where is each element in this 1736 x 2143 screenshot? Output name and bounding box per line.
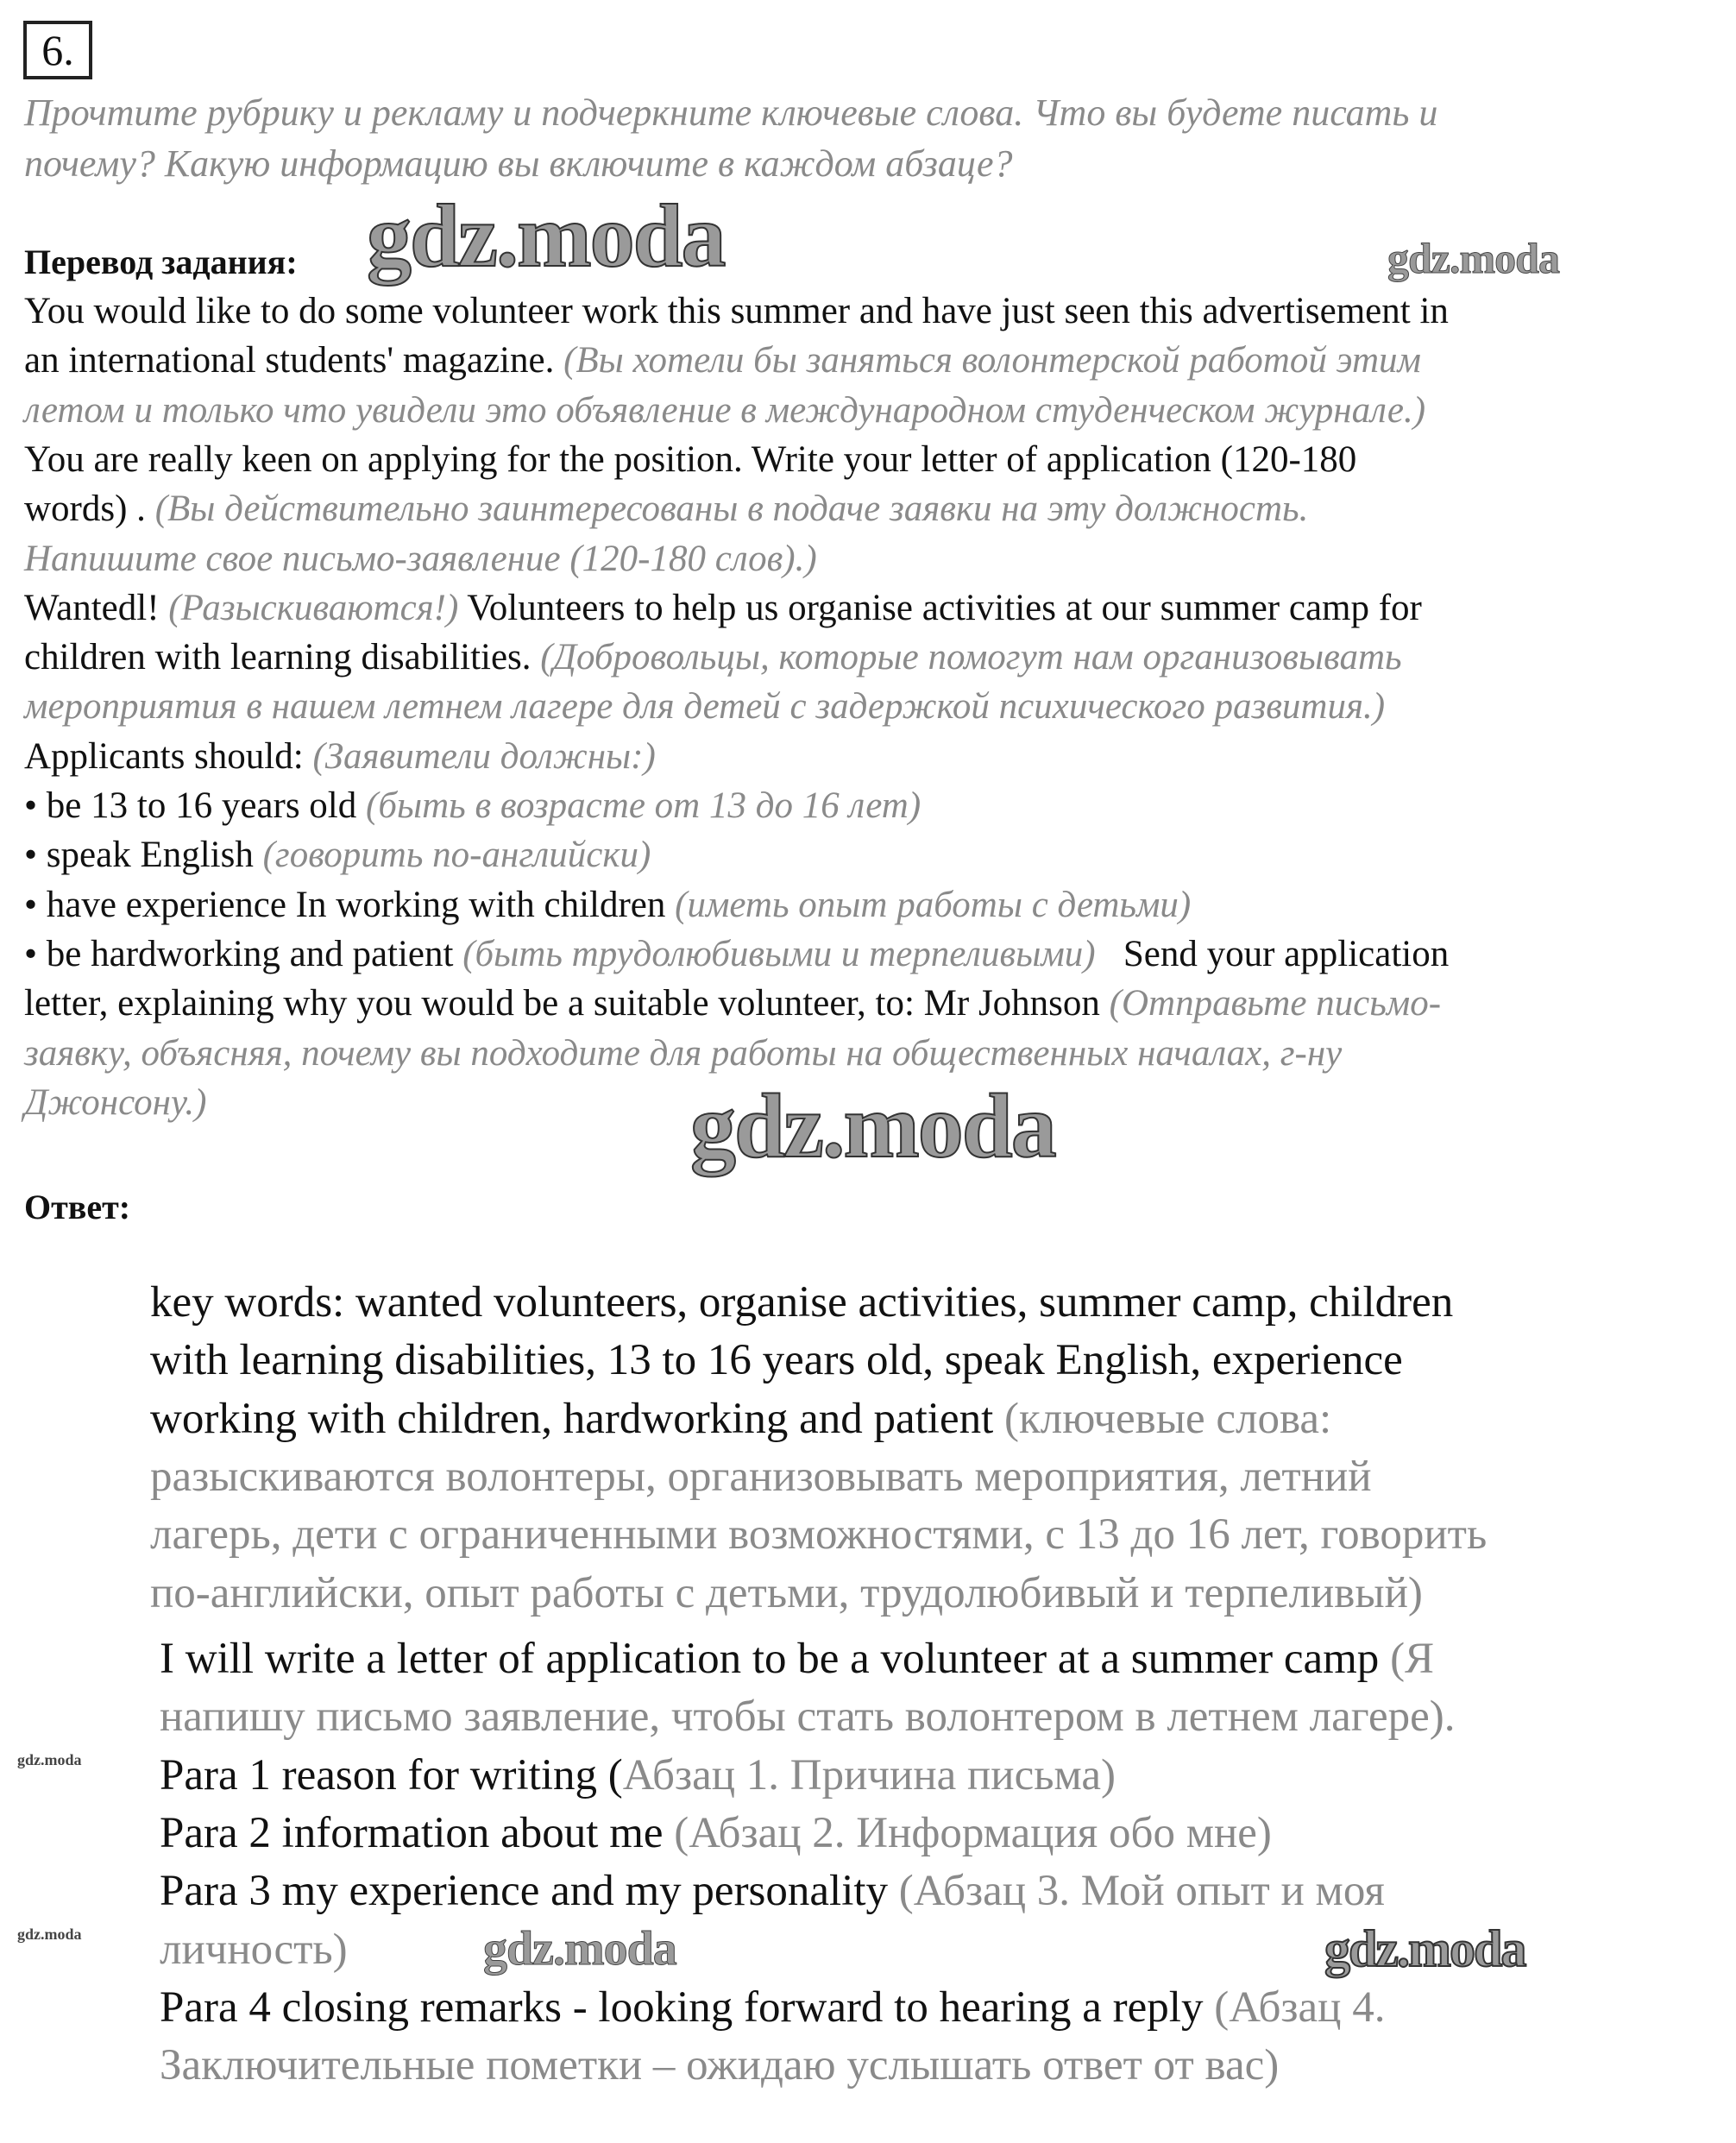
russian-translation-text: личность) xyxy=(160,1925,348,1974)
answer-line xyxy=(160,1747,1116,1805)
translation-line xyxy=(24,1078,206,1128)
answer-line xyxy=(160,2037,1279,2095)
english-text: • have experience In working with children xyxy=(24,884,676,925)
answer-line xyxy=(150,1274,1453,1332)
translation-line xyxy=(24,682,1385,732)
russian-translation-text: (быть трудолюбивыми и терпеливыми) xyxy=(462,933,1096,974)
russian-translation-text: летом и только что увидели это объявление в международном студенческом журнале.) xyxy=(24,389,1426,431)
watermark: gdz.moda xyxy=(17,1751,82,1768)
english-text: children with learning disabilities. xyxy=(24,637,541,678)
answer-line xyxy=(150,1506,1487,1564)
task-number: 6. xyxy=(23,21,92,79)
english-text: • speak English xyxy=(24,835,263,876)
watermark: gdz.moda xyxy=(367,186,725,286)
english-text: • be 13 to 16 years old xyxy=(24,785,367,826)
russian-translation-text: (Абзац 4. xyxy=(1214,1982,1386,2032)
english-text: words) . xyxy=(24,488,155,530)
instruction-line: почему? Какую информацию вы включите в каждом абзаце? xyxy=(24,142,1013,185)
translation-line xyxy=(24,435,1356,485)
russian-translation-text: Заключительные пометки – ожидаю услышать ответ от вас) xyxy=(160,2041,1280,2090)
english-text: I will write a letter of application to be a volunteer at a summer camp xyxy=(160,1635,1391,1683)
russian-translation-text: (быть в возрасте от 13 до 16 лет) xyxy=(366,785,921,826)
watermark: gdz.moda xyxy=(17,1926,82,1943)
translation-line xyxy=(24,386,1425,436)
russian-translation-text: (Я xyxy=(1390,1635,1435,1683)
russian-translation-text: (Добровольцы, которые помогут нам организовывать xyxy=(540,637,1402,678)
russian-translation-text: по-английски, опыт работы с детьми, трудолюбивый и терпеливый) xyxy=(150,1568,1423,1617)
watermark: gdz.moda xyxy=(483,1922,676,1976)
russian-translation-text: Джонсону.) xyxy=(24,1081,207,1123)
translation-line xyxy=(24,633,1402,683)
answer-line xyxy=(160,1688,1456,1746)
english-text: letter, explaining why you would be a suitable volunteer, to: Mr Johnson xyxy=(24,983,1110,1024)
answer-line xyxy=(160,1630,1434,1688)
russian-translation-text: напишу письмо заявление, чтобы стать волонтером в летнем лагере). xyxy=(160,1692,1456,1742)
english-text: Applicants should: xyxy=(24,735,313,777)
english-text: Volunteers to help us organise activities at our summer camp for xyxy=(458,587,1422,628)
translation-line xyxy=(24,930,1449,980)
russian-translation-text: Напишите свое письмо-заявление (120-180 слов).) xyxy=(24,538,817,579)
english-text: key words: wanted volunteers, organise activities, summer camp, children xyxy=(150,1278,1454,1327)
answer-line xyxy=(150,1565,1423,1623)
english-text: Para 3 my experience and my personality xyxy=(160,1867,899,1916)
russian-translation-text: (ключевые слова: xyxy=(1004,1394,1332,1443)
translation-line xyxy=(24,979,1441,1029)
english-text: You are really keen on applying for the position. Write your letter of application (120-180 xyxy=(24,438,1357,480)
watermark: gdz.moda xyxy=(1324,1920,1525,1977)
translation-line xyxy=(24,732,656,782)
english-text: with learning disabilities, 13 to 16 years old, speak English, experience xyxy=(150,1336,1403,1385)
watermark: gdz.moda xyxy=(1387,234,1559,282)
english-text: working with children, hardworking and patient xyxy=(150,1394,1005,1443)
answer-line xyxy=(160,1979,1385,2037)
english-text: Para 1 reason for writing ( xyxy=(160,1750,623,1799)
russian-translation-text: лагерь, дети с ограниченными возможностями, с 13 до 16 лет, говорить xyxy=(150,1510,1488,1560)
translation-heading: Перевод задания: xyxy=(24,243,298,281)
translation-line xyxy=(24,534,817,584)
answer-heading: Ответ: xyxy=(24,1188,131,1226)
translation-line xyxy=(24,880,1191,930)
translation-line xyxy=(24,781,921,831)
russian-translation-text: (Вы хотели бы заняться волонтерской работой этим xyxy=(563,340,1421,381)
translation-line xyxy=(24,1029,1342,1079)
watermark: gdz.moda xyxy=(690,1075,1055,1176)
answer-line xyxy=(160,1805,1272,1863)
translation-line xyxy=(24,336,1421,386)
answer-line xyxy=(150,1448,1372,1506)
russian-translation-text: (Абзац 3. Мой опыт и моя xyxy=(898,1867,1385,1916)
english-text: Para 4 closing remarks - looking forward to hearing a reply xyxy=(160,1982,1215,2032)
english-text: Para 2 information about me xyxy=(160,1808,675,1857)
translation-line xyxy=(24,287,1449,337)
translation-line xyxy=(24,583,1422,633)
russian-translation-text: (Абзац 2. Информация обо мне) xyxy=(674,1808,1272,1857)
answer-line xyxy=(160,1921,348,1979)
english-text: an international students' magazine. xyxy=(24,340,564,381)
english-text: Wantedl! xyxy=(24,587,169,628)
answer-line xyxy=(160,1863,1385,1920)
translation-line xyxy=(24,484,1308,534)
russian-translation-text: Абзац 1. Причина письма) xyxy=(622,1750,1116,1799)
russian-translation-text: (иметь опыт работы с детьми) xyxy=(675,884,1192,925)
english-text: Send your application xyxy=(1095,933,1450,974)
translation-line xyxy=(24,830,651,880)
russian-translation-text: (Разыскиваются!) xyxy=(168,587,459,628)
russian-translation-text: заявку, объясняя, почему вы подходите для работы на общественных началах, г-ну xyxy=(24,1032,1343,1074)
russian-translation-text: (Отправьте письмо- xyxy=(1109,983,1442,1024)
russian-translation-text: (Вы действительно заинтересованы в подаче заявки на эту должность. xyxy=(154,488,1309,530)
answer-line xyxy=(150,1332,1403,1390)
russian-translation-text: (говорить по-английски) xyxy=(262,835,651,876)
russian-translation-text: мероприятия в нашем летнем лагере для детей с задержкой психического развития.) xyxy=(24,686,1386,728)
english-text: You would like to do some volunteer work this summer and have just seen this advertisement in xyxy=(24,291,1449,331)
english-text: • be hardworking and patient xyxy=(24,933,463,974)
instruction-line: Прочтите рубрику и рекламу и подчеркните ключевые слова. Что вы будете писать и xyxy=(24,91,1438,134)
answer-line xyxy=(150,1390,1331,1448)
russian-translation-text: (Заявители должны:) xyxy=(312,735,656,777)
russian-translation-text: разыскиваются волонтеры, организовывать мероприятия, летний xyxy=(150,1452,1372,1501)
